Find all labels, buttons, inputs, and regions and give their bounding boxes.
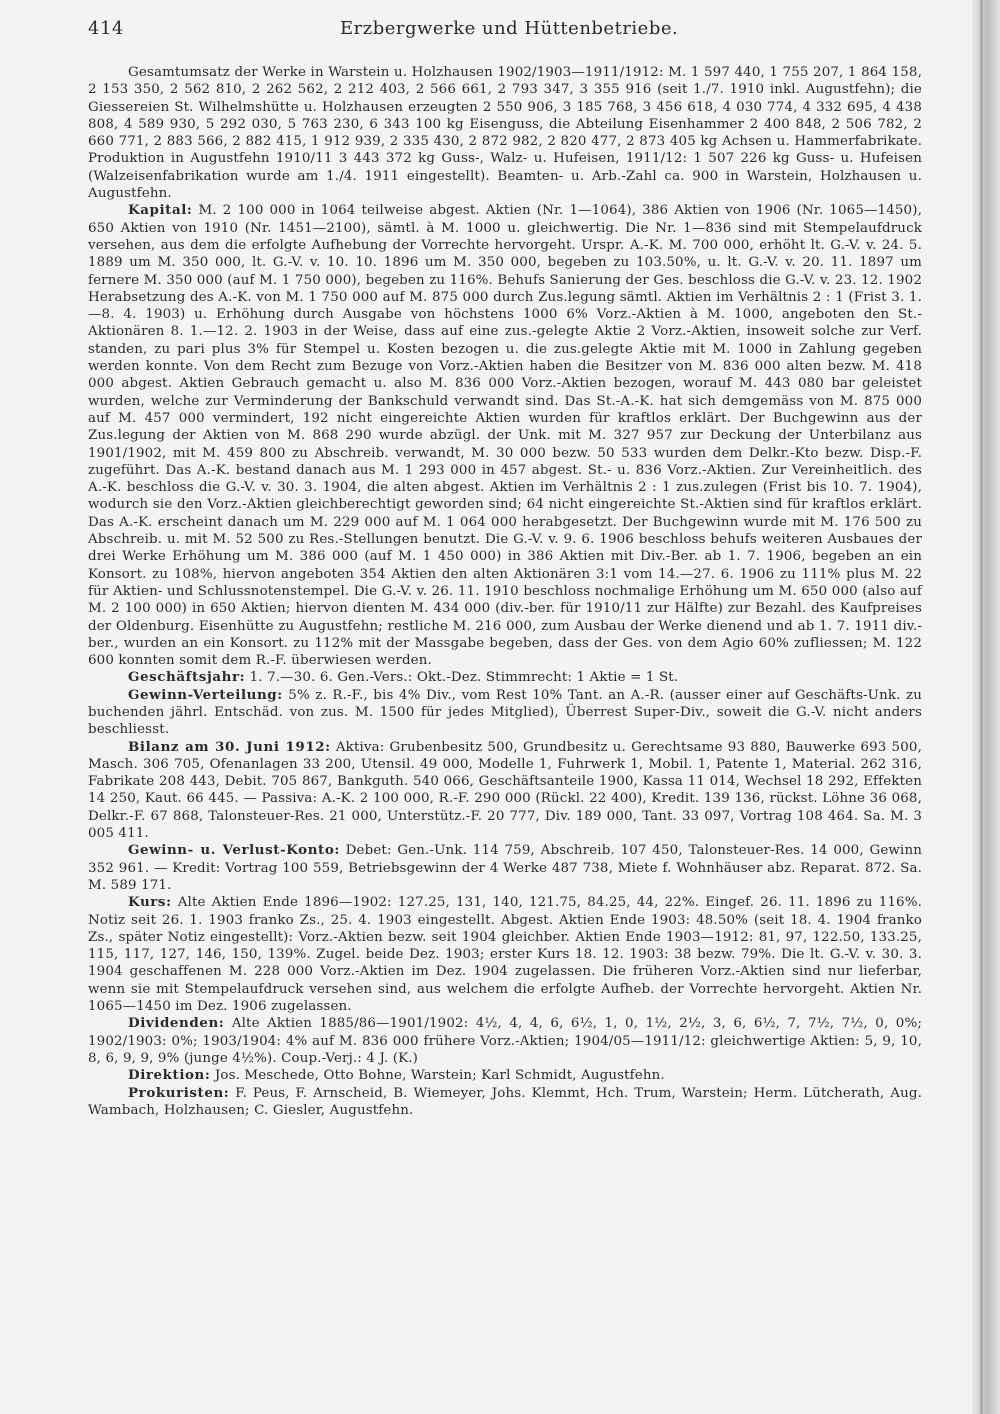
section-label: Bilanz am 30. Juni 1912: bbox=[128, 738, 331, 755]
section-label: Kapital: bbox=[128, 202, 193, 219]
section-text: M. 2 100 000 in 1064 teilweise abgest. Aktien (Nr. 1—1064), 386 Aktien von 1906 (Nr. 1065—1450), 650 Aktien von 1910 (Nr. 1451—2100), sämtl. à M. 1000 u. gleichwertig. Die Nr. 1—836 sind mit Stempelaufdruck versehen, aus dem die erfolgte Aufhebung der Vorrechte hervorgeht. Urspr. A.-K. M. 700 000, erhöht lt. G.-V. v. 24. 5. 1889 um M. 350 000, lt. G.-V. v. 10. 10. 1896 um M. 350 000, begeben zu 103.50%, u. lt. G.-V. v. 20. 11. 1897 um fernere M. 350 000 (auf M. 1 750 000), begeben zu 116%. Behufs Sanierung der Ges. beschloss die G.-V. v. 23. 12. 1902 Herabsetzung des A.-K. von M. 1 750 000 auf M. 875 000 durch Zus.legung sämtl. Aktien im Verhältnis 2 : 1 (Frist 3. 1.—8. 4. 1903) u. Erhöhung durch Ausgabe von höchstens 1000 6% Vorz.-Aktien à M. 1000, angeboten den St.-Aktionären 8. 1.—12. 2. 1903 in der Weise, dass auf eine zus.-gelegte Aktie 2 Vorz.-Aktien, insoweit solche zur Verf. standen, zu pari plus 3% für Stempel u. Kosten bezogen u. die zus.gelegte Aktie mit M. 1000 in Zahlung gegeben werden konnte. Von dem Recht zum Bezuge von Vorz.-Aktien haben die Besitzer von M. 836 000 alten bezw. M. 418 000 abgest. Aktien Gebrauch gemacht u. also M. 836 000 Vorz.-Aktien bezogen, worauf M. 443 080 bar geleistet wurden, welche zur Verminderung der Bankschuld verwandt sind. Das St.-A.-K. hat sich demgemäss von M. 875 000 auf M. 457 000 vermindert, 192 nicht eingereichte Aktien wurden für kraftlos erklärt. Der Buchgewinn aus der Zus.legung der Aktien von M. 868 290 wurde abzügl. der Unk. mit M. 327 957 zur Deckung der Unterbilanz aus 1901/1902, mit M. 459 800 zu Abschreib. verwandt, M. 30 000 bezw. 50 533 wurden dem Delkr.-Kto bezw. Disp.-F. zugeführt. Das A.-K. bestand danach aus M. 1 293 000 in 457 abgest. St.- u. 836 Vorz.-Aktien. Zur Vereinheitlich. des A.-K. beschloss die G.-V. v. 30. 3. 1904, die alten abgest. Aktien im Verhältnis 2 : 1 zus.zulegen (Frist bis 10. 7. 1904), wodurch sie den Vorz.-Aktien gleichberechtigt geworden sind; 64 nicht eingereichte St.-Aktien sind für kraftlos erklärt. Das A.-K. erscheint danach um M. 229 000 auf M. 1 064 000 herabgesetzt. Der Buchgewinn wurde mit M. 176 500 zu Abschreib. u. mit M. 52 500 zu Res.-Stellungen benutzt. Die G.-V. v. 9. 6. 1906 beschloss behufs weiteren Ausbaues der drei Werke Erhöhung um M. 386 000 (auf M. 1 450 000) in 386 Aktien mit Div.-Ber. ab 1. 7. 1906, begeben an ein Konsort. zu 108%, hiervon angeboten 354 Aktien den alten Aktionären 3:1 vom 14.—27. 6. 1906 zu 111% plus M. 22 für Aktien- und Schlussnotenstempel. Die G.-V. v. 26. 11. 1910 beschloss nochmalige Erhöhung um M. 650 000 (also auf M. 2 100 000) in 650 Aktien; hiervon dienten M. 434 000 (div.-ber. für 1910/11 zur Hälfte) zur Bezahl. des Kaufpreises der Oldenburg. Eisenhütte zu Augustfehn; restliche M. 216 000, zum Ausbau der Werke dienend und ab 1. 7. 1911 div.-ber., wurden an ein Konsort. zu 112% mit der Massgabe begeben, dass der Ges. von dem Agio 60% zufliessen; M. 122 600 konnten somit dem R.-F. überwiesen werden. bbox=[88, 203, 922, 669]
section-label: Dividenden: bbox=[128, 1015, 225, 1032]
section-paragraph bbox=[88, 894, 922, 1015]
section-text: 1. 7.—30. 6. Gen.-Vers.: Okt.-Dez. Stimmrecht: 1 Aktie = 1 St. bbox=[249, 670, 679, 686]
section-label: Gewinn- u. Verlust-Konto: bbox=[128, 842, 340, 859]
section-text: Alte Aktien Ende 1896—1902: 127.25, 131, 140, 121.75, 84.25, 44, 22%. Eingef. 26. 11. 1896 zu 116%. Notiz seit 26. 1. 1903 franko Zs., 25. 4. 1903 eingestellt. Abgest. Aktien Ende 1903: 48.50% (seit 18. 4. 1904 franko Zs., später Notiz eingestellt): Vorz.-Aktien bezw. seit 1904 gleichber. Aktien Ende 1903—1912: 81, 97, 122.50, 133.25, 115, 117, 127, 146, 150, 139%. Zugel. beide Dez. 1903; erster Kurs 18. 12. 1903: 38 bezw. 79%. Die lt. G.-V. v. 30. 3. 1904 geschaffenen M. 228 000 Vorz.-Aktien im Dez. 1904 zugelassen. Die früheren Vorz.-Aktien sind nur lieferbar, wenn sie mit Stempelaufdruck versehen sind, aus welchem die erfolgte Aufheb. der Vorrechte hervorgeht. Aktien Nr. 1065—1450 im Dez. 1906 zugelassen. bbox=[88, 895, 922, 1015]
section-text: 5% z. R.-F., bis 4% Div., vom Rest 10% Tant. an A.-R. (ausser einer auf Geschäfts-Unk. zu buchenden jährl. Entschäd. von zus. M. 1500 für jedes Mitglied), Überrest Super-Div., soweit die G.-V. nicht anders beschliesst. bbox=[88, 687, 922, 738]
section-paragraph bbox=[88, 739, 922, 843]
section-text: Jos. Meschede, Otto Bohne, Warstein; Karl Schmidt, Augustfehn. bbox=[214, 1068, 665, 1084]
section-text: Alte Aktien 1885/86—1901/1902: 4½, 4, 4, 6, 6½, 1, 0, 1½, 2½, 3, 6, 6½, 7, 7½, 7½, 0, 0%; 1902/1903: 0%; 1903/1904: 4% auf M. 836 000 frühere Vorz.-Aktien; 1904/05—1911/12: gleichwertige Aktien: 5, 9, 10, 8, 6, 9, 9, 9% (junge 4½%). Coup.-Verj.: 4 J. (K.) bbox=[88, 1016, 922, 1066]
section-paragraph bbox=[88, 1015, 922, 1067]
section-text: Debet: Gen.-Unk. 114 759, Abschreib. 107 450, Talonsteuer-Res. 14 000, Gewinn 352 961. — Kredit: Vortrag 100 559, Betriebsgewinn der 4 Werke 487 738, Miete f. Wohnhäuser abz. Reparat. 872. Sa. M. 589 171. bbox=[88, 843, 922, 893]
section-label: Direktion: bbox=[128, 1067, 211, 1084]
section-paragraph bbox=[88, 842, 922, 894]
section-paragraph bbox=[88, 1067, 922, 1084]
section-label: Gewinn-Verteilung: bbox=[128, 686, 283, 703]
running-title: Erzbergwerke und Hüttenbetriebe. bbox=[340, 18, 679, 39]
section-text: F. Peus, F. Arnscheid, B. Wiemeyer, Johs. Klemmt, Hch. Trum, Warstein; Herm. Lütcherath, Aug. Wambach, Holzhausen; C. Giesler, Augustfehn. bbox=[88, 1085, 922, 1118]
section-text: Aktiva: Grubenbesitz 500, Grundbesitz u. Gerechtsame 93 880, Bauwerke 693 500, Masch. 306 705, Ofenanlagen 33 200, Utensil. 49 000, Modelle 1, Fuhrwerk 1, Mobil. 1, Patente 1, Material. 262 316, Fabrikate 208 443, Debit. 705 867, Bankguth. 540 066, Geschäftsanteile 1900, Kassa 11 014, Wechsel 18 292, Effekten 14 250, Kaut. 66 445. — Passiva: A.-K. 2 100 000, R.-F. 290 000 (Rückl. 22 400), Kredit. 139 136, rückst. Löhne 36 068, Delkr.-F. 67 868, Talonsteuer-Res. 21 000, Unterstütz.-F. 20 777, Div. 189 000, Tant. 33 097, Vortrag 108 464. Sa. M. 3 005 411. bbox=[88, 739, 922, 842]
document-body bbox=[88, 64, 922, 1119]
section-label: Prokuristen: bbox=[128, 1084, 230, 1101]
section-paragraph bbox=[88, 64, 922, 202]
section-paragraph bbox=[88, 687, 922, 739]
page-number: 414 bbox=[88, 18, 124, 39]
page-header bbox=[88, 18, 922, 52]
section-label: Geschäftsjahr: bbox=[128, 669, 246, 686]
section-text: Gesamtumsatz der Werke in Warstein u. Holzhausen 1902/1903—1911/1912: M. 1 597 440, 1 755 207, 1 864 158, 2 153 350, 2 562 810, 2 262 562, 2 212 403, 2 566 661, 2 793 347, 3 355 916 (seit 1./7. 1910 inkl. Augustfehn); die Giessereien St. Wilhelmshütte u. Holzhausen erzeugten 2 550 906, 3 185 768, 3 456 618, 4 030 774, 4 332 695, 4 438 808, 4 589 930, 5 292 030, 5 763 230, 6 343 100 kg Eisenguss, die Abteilung Eisenhammer 2 400 848, 2 506 782, 2 660 771, 2 883 566, 2 882 415, 1 912 939, 2 335 430, 2 872 982, 2 820 477, 2 873 405 kg Achsen u. Hammerfabrikate. Produktion in Augustfehn 1910/11 3 443 372 kg Guss-, Walz- u. Hufeisen, 1911/12: 1 507 226 kg Guss- u. Hufeisen (Walzeisenfabrikation wurde am 1./4. 1911 eingestellt). Beamten- u. Arb.-Zahl ca. 900 in Warstein, Holzhausen u. Augustfehn. bbox=[88, 65, 922, 202]
document-page bbox=[88, 18, 922, 1119]
section-paragraph bbox=[88, 669, 922, 686]
section-label: Kurs: bbox=[128, 894, 172, 911]
section-paragraph bbox=[88, 1085, 922, 1120]
section-paragraph bbox=[88, 202, 922, 669]
page-edge bbox=[972, 0, 1000, 1414]
